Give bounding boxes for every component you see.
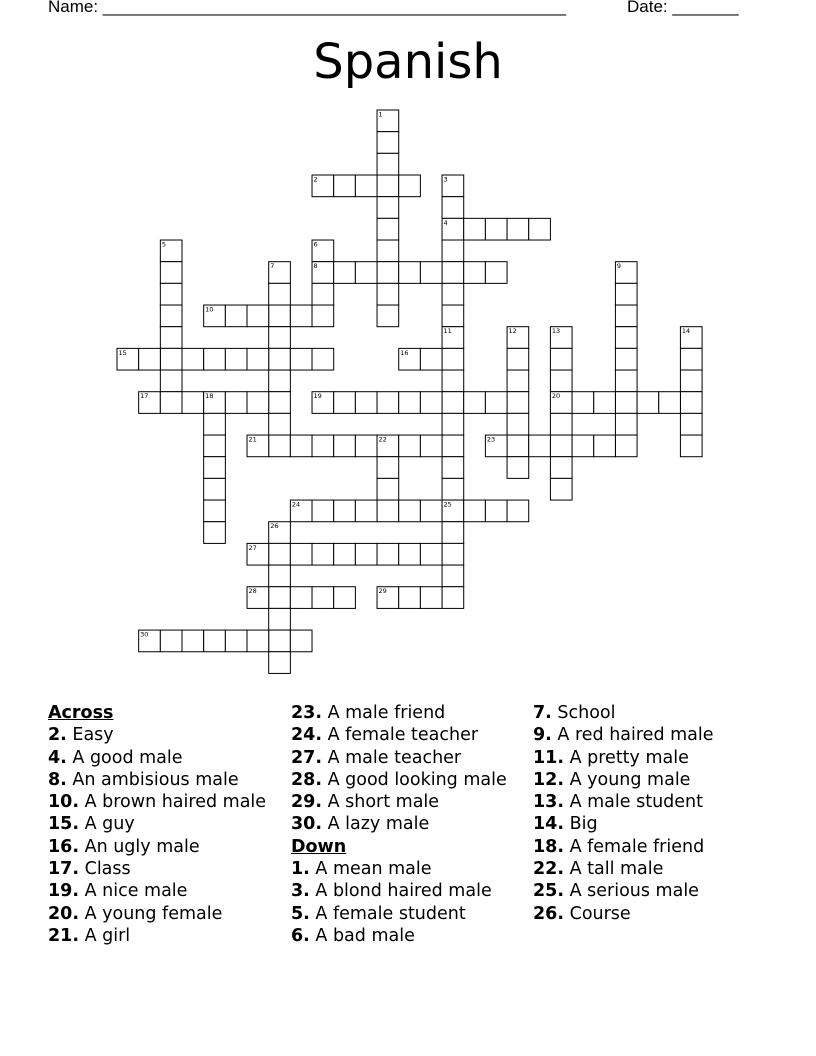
grid-cell[interactable] xyxy=(550,478,572,500)
grid-cell[interactable] xyxy=(334,175,356,197)
cell-number: 26 xyxy=(270,522,279,531)
clue-text: A male teacher xyxy=(327,747,462,768)
grid-cell[interactable] xyxy=(507,348,529,370)
grid-cell[interactable] xyxy=(290,305,312,327)
grid-cell[interactable] xyxy=(550,457,572,479)
grid-cell[interactable] xyxy=(334,500,356,522)
clue-number: 24. xyxy=(291,725,323,746)
clue-text: Easy xyxy=(72,725,114,746)
grid-cell[interactable] xyxy=(507,370,529,392)
grid-cell[interactable] xyxy=(399,500,421,522)
clue-number: 26. xyxy=(533,903,565,924)
across-clue xyxy=(48,813,266,835)
grid-cell[interactable] xyxy=(182,630,204,652)
across-clue xyxy=(48,903,266,925)
across-clue xyxy=(48,925,266,947)
clue-number: 23. xyxy=(291,703,323,723)
clue-text: A serious male xyxy=(569,881,699,902)
cell-number: 11 xyxy=(443,327,452,336)
clue-number: 27. xyxy=(291,747,323,768)
grid-cell[interactable] xyxy=(420,262,442,284)
grid-cell[interactable] xyxy=(290,543,312,565)
grid-cell[interactable] xyxy=(334,262,356,284)
clue-number: 3. xyxy=(291,881,310,902)
grid-cell[interactable] xyxy=(160,370,182,392)
grid-cell[interactable] xyxy=(485,262,507,284)
grid-cell[interactable] xyxy=(247,348,269,370)
cell-number: 13 xyxy=(551,327,561,336)
grid-cell[interactable] xyxy=(269,630,291,652)
grid-cell[interactable] xyxy=(594,392,616,414)
clue-number: 20. xyxy=(48,903,80,924)
grid-cell[interactable] xyxy=(204,348,226,370)
grid-cell[interactable] xyxy=(204,500,226,522)
down-clue xyxy=(291,925,507,947)
grid-cell[interactable] xyxy=(377,283,399,305)
grid-cell[interactable] xyxy=(204,435,226,457)
grid-cell[interactable] xyxy=(204,457,226,479)
clue-number: 16. xyxy=(48,836,80,857)
down-clue xyxy=(533,836,714,858)
grid-cell[interactable] xyxy=(377,457,399,479)
clue-text: Big xyxy=(569,814,598,835)
down-clue xyxy=(533,813,714,835)
cell-number: 14 xyxy=(681,327,691,336)
grid-cell[interactable] xyxy=(615,370,637,392)
grid-cell[interactable] xyxy=(399,262,421,284)
grid-cell[interactable] xyxy=(269,435,291,457)
clue-text: A red haired male xyxy=(557,725,714,746)
across-clue xyxy=(291,813,507,835)
grid-cell[interactable] xyxy=(269,392,291,414)
grid-cell[interactable] xyxy=(420,348,442,370)
grid-cell[interactable] xyxy=(550,413,572,435)
grid-cell[interactable] xyxy=(225,305,247,327)
grid-cell[interactable] xyxy=(355,435,377,457)
grid-cell[interactable] xyxy=(247,305,269,327)
grid-cell[interactable] xyxy=(550,348,572,370)
cell-number: 10 xyxy=(205,305,214,314)
grid-cell[interactable] xyxy=(680,392,702,414)
down-clue xyxy=(533,747,714,769)
clue-text: A guy xyxy=(84,814,135,835)
grid-cell[interactable] xyxy=(637,392,659,414)
across-clue xyxy=(291,791,507,813)
grid-cell[interactable] xyxy=(225,348,247,370)
grid-cell[interactable] xyxy=(420,392,442,414)
grid-cell[interactable] xyxy=(464,392,486,414)
grid-cell[interactable] xyxy=(334,392,356,414)
down-clue xyxy=(533,880,714,902)
cell-number: 25 xyxy=(443,500,452,509)
grid-cell[interactable] xyxy=(269,305,291,327)
clue-number: 22. xyxy=(533,859,565,880)
grid-cell[interactable] xyxy=(355,262,377,284)
grid-cell[interactable] xyxy=(529,218,551,240)
grid-cell[interactable] xyxy=(204,522,226,544)
grid-cell[interactable] xyxy=(377,197,399,219)
page-title: Spanish xyxy=(313,34,503,90)
clue-text: School xyxy=(557,703,616,723)
cell-number: 12 xyxy=(508,327,517,336)
grid-cell[interactable] xyxy=(290,587,312,609)
clue-heading: Down xyxy=(291,836,347,857)
grid-cell[interactable] xyxy=(312,500,334,522)
grid-cell[interactable] xyxy=(615,348,637,370)
across-clue xyxy=(48,880,266,902)
clue-number: 17. xyxy=(48,859,80,880)
cell-number: 1 xyxy=(378,110,383,119)
grid-cell[interactable] xyxy=(377,240,399,262)
grid-cell[interactable] xyxy=(160,630,182,652)
cell-number: 27 xyxy=(248,543,257,552)
clue-number: 15. xyxy=(48,814,80,835)
clue-text: A female friend xyxy=(569,836,705,857)
grid-cell[interactable] xyxy=(377,175,399,197)
clue-number: 4. xyxy=(48,747,67,768)
grid-cell[interactable] xyxy=(355,543,377,565)
across-clue xyxy=(291,769,507,791)
grid-cell[interactable] xyxy=(615,305,637,327)
name-field-label: Name: _________________________________________________ xyxy=(48,0,567,16)
grid-cell[interactable] xyxy=(485,392,507,414)
clue-number: 5. xyxy=(291,903,310,924)
cell-number: 28 xyxy=(248,587,257,596)
grid-cell[interactable] xyxy=(442,478,464,500)
cell-number: 17 xyxy=(140,392,149,401)
grid-cell[interactable] xyxy=(399,543,421,565)
grid-cell[interactable] xyxy=(225,630,247,652)
grid-cell[interactable] xyxy=(442,413,464,435)
grid-cell[interactable] xyxy=(182,348,204,370)
grid-cell[interactable] xyxy=(247,392,269,414)
grid-cell[interactable] xyxy=(355,392,377,414)
grid-cell[interactable] xyxy=(442,543,464,565)
clue-column-2 xyxy=(291,702,507,947)
clue-number: 30. xyxy=(291,814,323,835)
grid-cell[interactable] xyxy=(420,435,442,457)
cell-number: 23 xyxy=(486,435,496,444)
clue-text: A mean male xyxy=(315,859,432,880)
grid-cell[interactable] xyxy=(334,435,356,457)
grid-cell[interactable] xyxy=(442,305,464,327)
clue-number: 8. xyxy=(48,769,67,790)
grid-cell[interactable] xyxy=(529,435,551,457)
grid-cell[interactable] xyxy=(594,435,616,457)
across-clue xyxy=(48,769,266,791)
grid-cell[interactable] xyxy=(507,413,529,435)
grid-cell[interactable] xyxy=(247,630,269,652)
clue-number: 18. xyxy=(533,836,565,857)
clue-number: 14. xyxy=(533,814,565,835)
grid-cell[interactable] xyxy=(507,457,529,479)
down-clue xyxy=(533,724,714,746)
clue-number: 1. xyxy=(291,859,310,880)
clue-number: 2. xyxy=(48,725,67,746)
grid-cell[interactable] xyxy=(680,348,702,370)
grid-cell[interactable] xyxy=(377,478,399,500)
grid-cell[interactable] xyxy=(290,348,312,370)
grid-cell[interactable] xyxy=(442,240,464,262)
grid-cell[interactable] xyxy=(420,543,442,565)
grid-cell[interactable] xyxy=(269,652,291,674)
grid-cell[interactable] xyxy=(659,392,681,414)
grid-cell[interactable] xyxy=(204,413,226,435)
across-clue xyxy=(48,747,266,769)
across-clue xyxy=(291,702,507,724)
grid-cell[interactable] xyxy=(290,630,312,652)
grid-cell[interactable] xyxy=(507,392,529,414)
grid-cell[interactable] xyxy=(312,435,334,457)
clue-text: An ambisious male xyxy=(72,769,239,790)
grid-cell[interactable] xyxy=(269,348,291,370)
down-clue xyxy=(533,702,714,724)
grid-cell[interactable] xyxy=(615,413,637,435)
grid-cell[interactable] xyxy=(442,522,464,544)
grid-cell[interactable] xyxy=(399,175,421,197)
down-clue xyxy=(533,791,714,813)
grid-cell[interactable] xyxy=(269,543,291,565)
across-heading xyxy=(48,702,266,724)
clue-number: 7. xyxy=(533,703,552,723)
clue-text: A male friend xyxy=(327,703,446,723)
clue-text: A girl xyxy=(84,925,131,946)
grid-cell[interactable] xyxy=(572,435,594,457)
clue-number: 11. xyxy=(533,747,565,768)
grid-cell[interactable] xyxy=(442,197,464,219)
grid-cell[interactable] xyxy=(269,327,291,349)
grid-cell[interactable] xyxy=(160,348,182,370)
grid-cell[interactable] xyxy=(269,608,291,630)
clue-number: 12. xyxy=(533,769,565,790)
down-clue xyxy=(533,858,714,880)
grid-cell[interactable] xyxy=(680,413,702,435)
clue-number: 21. xyxy=(48,925,80,946)
grid-cell[interactable] xyxy=(399,392,421,414)
grid-cell[interactable] xyxy=(312,348,334,370)
clue-text: A blond haired male xyxy=(315,881,492,902)
grid-cell[interactable] xyxy=(442,262,464,284)
grid-cell[interactable] xyxy=(442,283,464,305)
grid-cell[interactable] xyxy=(312,587,334,609)
grid-cell[interactable] xyxy=(269,565,291,587)
grid-cell[interactable] xyxy=(204,478,226,500)
clue-text: A young female xyxy=(84,903,223,924)
clue-number: 28. xyxy=(291,769,323,790)
clue-text: A female student xyxy=(315,903,466,924)
grid-cell[interactable] xyxy=(485,218,507,240)
grid-cell[interactable] xyxy=(572,392,594,414)
grid-cell[interactable] xyxy=(139,348,161,370)
grid-cell[interactable] xyxy=(355,500,377,522)
grid-cell[interactable] xyxy=(312,305,334,327)
clue-text: A bad male xyxy=(315,925,415,946)
grid-cell[interactable] xyxy=(377,262,399,284)
cell-number: 22 xyxy=(378,435,387,444)
cell-number: 6 xyxy=(313,240,318,249)
grid-cell[interactable] xyxy=(507,500,529,522)
cell-number: 9 xyxy=(616,262,622,271)
cell-number: 4 xyxy=(443,218,448,227)
grid-cell[interactable] xyxy=(225,392,247,414)
cell-number: 30 xyxy=(140,630,149,639)
grid-cell[interactable] xyxy=(442,370,464,392)
grid-cell[interactable] xyxy=(615,435,637,457)
grid-cell[interactable] xyxy=(615,327,637,349)
grid-cell[interactable] xyxy=(615,392,637,414)
grid-cell[interactable] xyxy=(464,218,486,240)
grid-cell[interactable] xyxy=(269,370,291,392)
across-clue xyxy=(48,836,266,858)
clue-column-1 xyxy=(48,702,266,947)
grid-cell[interactable] xyxy=(334,543,356,565)
clue-text: A pretty male xyxy=(569,747,689,768)
grid-cell[interactable] xyxy=(507,435,529,457)
across-clue xyxy=(48,724,266,746)
grid-cell[interactable] xyxy=(377,543,399,565)
clue-text: A short male xyxy=(327,792,440,813)
grid-cell[interactable] xyxy=(269,283,291,305)
grid-cell[interactable] xyxy=(160,327,182,349)
down-clue xyxy=(291,858,507,880)
cell-number: 29 xyxy=(378,587,387,596)
grid-cell[interactable] xyxy=(420,500,442,522)
cell-number: 3 xyxy=(443,175,448,184)
grid-cell[interactable] xyxy=(615,283,637,305)
cell-number: 7 xyxy=(270,262,275,271)
clue-heading: Across xyxy=(48,703,114,723)
grid-cell[interactable] xyxy=(204,630,226,652)
cell-number: 20 xyxy=(551,392,561,401)
clue-text: Class xyxy=(84,859,131,880)
clue-number: 25. xyxy=(533,881,565,902)
grid-cell[interactable] xyxy=(442,565,464,587)
grid-cell[interactable] xyxy=(269,587,291,609)
grid-cell[interactable] xyxy=(290,435,312,457)
clue-text: A nice male xyxy=(84,881,188,902)
grid-cell[interactable] xyxy=(507,218,529,240)
cell-number: 16 xyxy=(400,348,409,357)
grid-cell[interactable] xyxy=(442,457,464,479)
cell-number: 15 xyxy=(118,348,127,357)
grid-cell[interactable] xyxy=(334,587,356,609)
down-clue xyxy=(533,903,714,925)
across-clue xyxy=(291,747,507,769)
grid-cell[interactable] xyxy=(160,283,182,305)
clue-text: A young male xyxy=(569,769,691,790)
clue-text: A female teacher xyxy=(327,725,479,746)
grid-cell[interactable] xyxy=(269,413,291,435)
cell-number: 5 xyxy=(161,240,166,249)
cell-number: 19 xyxy=(313,392,322,401)
grid-cell[interactable] xyxy=(442,392,464,414)
grid-cell[interactable] xyxy=(160,305,182,327)
clue-text: A good looking male xyxy=(327,769,507,790)
clue-text: Course xyxy=(569,903,631,924)
clue-number: 19. xyxy=(48,881,80,902)
grid-cell[interactable] xyxy=(550,370,572,392)
grid-cell[interactable] xyxy=(377,392,399,414)
grid-cell[interactable] xyxy=(442,435,464,457)
grid-cell[interactable] xyxy=(182,392,204,414)
grid-cell[interactable] xyxy=(312,283,334,305)
down-clue xyxy=(533,769,714,791)
grid-cell[interactable] xyxy=(377,218,399,240)
grid-cell[interactable] xyxy=(355,175,377,197)
clue-number: 29. xyxy=(291,792,323,813)
clue-text: A brown haired male xyxy=(84,792,267,813)
clue-text: A lazy male xyxy=(327,814,430,835)
grid-cell[interactable] xyxy=(377,132,399,154)
across-clue xyxy=(48,858,266,880)
grid-cell[interactable] xyxy=(377,305,399,327)
grid-cell[interactable] xyxy=(160,262,182,284)
clue-number: 10. xyxy=(48,792,80,813)
down-clue xyxy=(291,880,507,902)
clue-text: An ugly male xyxy=(84,836,200,857)
grid-cell[interactable] xyxy=(550,435,572,457)
date-field-label: Date: _______ xyxy=(627,0,739,16)
grid-cell[interactable] xyxy=(399,587,421,609)
down-heading xyxy=(291,836,507,858)
clue-column-3 xyxy=(533,702,714,925)
clue-text: A male student xyxy=(569,792,703,813)
grid-cell[interactable] xyxy=(442,348,464,370)
grid-cell[interactable] xyxy=(464,262,486,284)
clue-text: A tall male xyxy=(569,859,664,880)
grid-cell[interactable] xyxy=(464,500,486,522)
clue-number: 13. xyxy=(533,792,565,813)
grid-cell[interactable] xyxy=(442,587,464,609)
cell-number: 2 xyxy=(313,175,318,184)
grid-cell[interactable] xyxy=(485,500,507,522)
across-clue xyxy=(291,724,507,746)
grid-cell[interactable] xyxy=(312,543,334,565)
across-clue xyxy=(48,791,266,813)
cell-number: 8 xyxy=(313,262,318,271)
grid-cell[interactable] xyxy=(377,153,399,175)
grid-cell[interactable] xyxy=(420,587,442,609)
grid-cell[interactable] xyxy=(399,435,421,457)
grid-cell[interactable] xyxy=(377,500,399,522)
down-clue xyxy=(291,903,507,925)
clue-number: 6. xyxy=(291,925,310,946)
cell-number: 21 xyxy=(248,435,257,444)
cell-number: 18 xyxy=(205,392,214,401)
grid-cell[interactable] xyxy=(160,392,182,414)
grid-cell[interactable] xyxy=(680,435,702,457)
clue-text: A good male xyxy=(72,747,183,768)
clue-number: 9. xyxy=(533,725,552,746)
grid-cell[interactable] xyxy=(680,370,702,392)
cell-number: 24 xyxy=(291,500,301,509)
